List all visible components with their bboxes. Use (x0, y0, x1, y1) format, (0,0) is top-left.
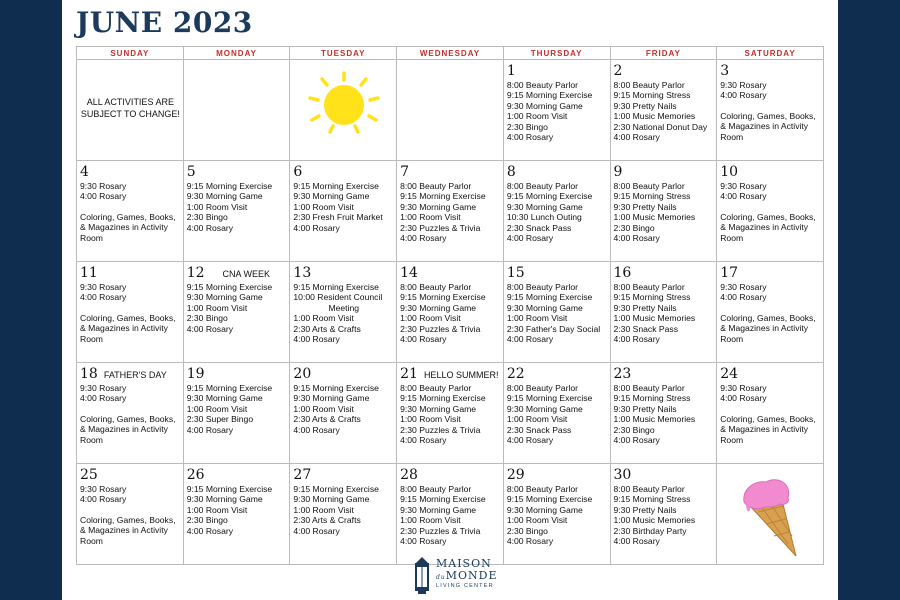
event-item: 9:15 Morning Exercise (186, 383, 273, 393)
day-number: 4 (80, 164, 89, 180)
day-cell-20 (290, 363, 397, 464)
activity-room-note: Coloring, Games, Books, & Magazines in Activity Room (720, 211, 816, 243)
day-number: 7 (400, 164, 410, 180)
day-cell-24 (717, 363, 824, 464)
activity-room-note: Coloring, Games, Books, & Magazines in Activity Room (720, 413, 816, 445)
event-item: 9:15 Morning Exercise (506, 90, 593, 101)
event-item: 1:00 Music Memories (613, 414, 696, 425)
event-item: 2:30 Super Bingo (186, 414, 254, 425)
event-item: 1:00 Music Memories (613, 515, 696, 526)
day-number: 6 (293, 164, 303, 180)
day-number: 11 (80, 265, 98, 281)
event-item: 9:15 Morning Exercise (293, 383, 379, 393)
logo-name-line1: MAISON (436, 557, 492, 570)
day-number: 29 (506, 467, 525, 483)
event-item: 1:00 Room Visit (506, 111, 568, 122)
event-item: 9:30 Rosary (720, 282, 767, 292)
day-cell-7 (397, 161, 504, 262)
event-item: 4:00 Rosary (506, 233, 554, 244)
event-item: 2:30 Fresh Fruit Market (293, 212, 383, 223)
event-item: 9:30 Pretty Nails (613, 201, 677, 212)
event-item: 9:30 Morning Game (186, 292, 263, 303)
event-item: 4:00 Rosary (400, 334, 447, 345)
event-item: 9:30 Rosary (80, 383, 127, 393)
event-item: 9:15 Morning Exercise (506, 292, 593, 303)
event-item: 4:00 Rosary (720, 292, 767, 303)
day-cell-29 (503, 464, 610, 565)
event-item: 4:00 Rosary (186, 222, 234, 233)
calendar-page (62, 0, 838, 600)
event-item: 9:30 Morning Game (400, 403, 477, 414)
event-item: 1:00 Room Visit (186, 201, 248, 212)
event-item: 8:00 Beauty Parlor (613, 181, 685, 191)
day-number: 2 (613, 63, 623, 79)
event-item: 9:30 Pretty Nails (613, 403, 677, 414)
sun-icon (304, 70, 384, 138)
event-item: 2:30 Bingo (186, 212, 228, 223)
event-item: 2:30 Puzzles & Trivia (400, 424, 481, 435)
event-item: 1:00 Music Memories (613, 313, 696, 324)
event-item: 9:30 Rosary (80, 484, 127, 494)
day-number: 25 (80, 467, 98, 483)
event-item: 4:00 Rosary (506, 132, 554, 143)
event-item: 9:15 Morning Exercise (293, 282, 379, 292)
event-item: 9:15 Morning Exercise (506, 494, 593, 505)
day-number: 18 (80, 366, 98, 382)
event-item: 1:00 Room Visit (293, 403, 354, 414)
event-item: 4:00 Rosary (506, 536, 554, 547)
event-item: 4:00 Rosary (293, 525, 340, 536)
event-item: 4:00 Rosary (613, 435, 660, 446)
event-item: 9:30 Morning Game (506, 100, 583, 111)
day-cell-19 (183, 363, 290, 464)
event-item: 4:00 Rosary (293, 424, 340, 435)
event-item: 9:15 Morning Exercise (186, 484, 273, 494)
event-item: 2:30 Puzzles & Trivia (400, 525, 481, 536)
event-item: 9:15 Morning Stress (613, 393, 691, 404)
special-day-label: HELLO SUMMER! (423, 370, 499, 380)
day-cell-27 (290, 464, 397, 565)
logo-name-du: du (436, 574, 446, 581)
event-item: 9:15 Morning Exercise (400, 494, 486, 505)
event-item: 4:00 Rosary (293, 222, 340, 233)
event-item: 1:00 Room Visit (400, 414, 461, 425)
day-cell-18 (77, 363, 184, 464)
event-item: 1:00 Music Memories (613, 111, 696, 122)
event-item: 9:30 Rosary (80, 282, 127, 292)
event-item: 8:00 Beauty Parlor (506, 484, 578, 494)
weekday-wednesday: WEDNESDAY (397, 47, 504, 60)
day-cell-8 (503, 161, 610, 262)
event-item: 9:15 Morning Stress (613, 292, 691, 303)
event-item: 9:15 Morning Exercise (293, 181, 379, 191)
event-item: 9:30 Morning Game (293, 393, 370, 404)
event-item: 2:30 Puzzles & Trivia (400, 323, 481, 334)
day-cell-14 (397, 262, 504, 363)
day-cell-16 (610, 262, 717, 363)
event-item: 8:00 Beauty Parlor (400, 484, 472, 494)
week-row-4 (77, 363, 824, 464)
day-cell-28 (397, 464, 504, 565)
event-item: 9:30 Rosary (720, 383, 767, 393)
day-cell-26 (183, 464, 290, 565)
event-item: 9:30 Morning Game (506, 504, 583, 515)
day-number: 27 (293, 467, 312, 483)
event-item: 4:00 Rosary (293, 334, 340, 345)
event-item: 1:00 Room Visit (186, 403, 248, 414)
event-item: 8:00 Beauty Parlor (506, 181, 578, 191)
event-item: 2:30 Bingo (186, 313, 228, 324)
empty-day-cell (183, 60, 290, 161)
day-number: 26 (186, 467, 205, 483)
empty-day-cell (397, 60, 504, 161)
event-item: 8:00 Beauty Parlor (400, 282, 472, 292)
day-number: 16 (613, 265, 632, 281)
maison-du-monde-logo (412, 556, 522, 596)
event-item: 9:15 Morning Exercise (400, 393, 486, 404)
day-cell-4 (77, 161, 184, 262)
event-item: 9:30 Morning Game (293, 494, 370, 505)
event-item: 1:00 Room Visit (293, 504, 354, 515)
calendar-grid (76, 46, 824, 565)
event-item: 9:30 Rosary (720, 181, 767, 191)
day-number: 13 (293, 265, 312, 281)
day-cell-22 (503, 363, 610, 464)
event-item: 4:00 Rosary (80, 393, 127, 404)
day-number: 24 (720, 366, 739, 382)
weekday-friday: FRIDAY (610, 47, 717, 60)
schedule-notice: ALL ACTIVITIES ARE SUBJECT TO CHANGE! (80, 97, 180, 119)
event-item: 4:00 Rosary (80, 191, 127, 202)
week-row-2 (77, 161, 824, 262)
event-item: 9:30 Morning Game (506, 201, 583, 212)
activity-room-note: Coloring, Games, Books, & Magazines in Activity Room (80, 211, 176, 243)
logo-name-line2: MONDE (445, 569, 498, 582)
page-title: JUNE 2023 (76, 6, 253, 39)
logo-wordmark (436, 558, 497, 584)
day-cell-30 (610, 464, 717, 565)
event-item: 1:00 Room Visit (506, 515, 568, 526)
event-item: 9:30 Morning Game (186, 494, 263, 505)
activity-room-note: Coloring, Games, Books, & Magazines in Activity Room (720, 110, 816, 142)
event-item: 9:15 Morning Exercise (186, 181, 273, 191)
weekday-sunday: SUNDAY (77, 47, 184, 60)
event-item: 9:30 Morning Game (400, 201, 477, 212)
event-item: 8:00 Beauty Parlor (506, 383, 578, 393)
event-item: 1:00 Room Visit (400, 515, 461, 526)
day-cell-12 (183, 262, 290, 363)
day-cell-9 (610, 161, 717, 262)
event-item: 9:15 Morning Exercise (186, 282, 273, 292)
day-cell-1 (503, 60, 610, 161)
event-item: 8:00 Beauty Parlor (506, 282, 578, 292)
day-number: 9 (613, 164, 623, 180)
event-item: 4:00 Rosary (80, 494, 127, 505)
event-item: 4:00 Rosary (80, 292, 127, 303)
event-item: 2:30 Puzzles & Trivia (400, 222, 481, 233)
weekday-saturday: SATURDAY (717, 47, 824, 60)
activity-room-note: Coloring, Games, Books, & Magazines in Activity Room (80, 413, 176, 445)
day-number: 21 (400, 366, 418, 382)
event-item: 9:15 Morning Stress (613, 494, 691, 505)
week-row-1 (77, 60, 824, 161)
day-cell-6 (290, 161, 397, 262)
event-item: 9:30 Pretty Nails (613, 504, 677, 515)
day-number: 22 (506, 366, 525, 382)
ice-cream-cone-icon (736, 472, 806, 558)
event-item: 4:00 Rosary (400, 233, 447, 244)
day-number: 8 (506, 164, 516, 180)
day-cell-23 (610, 363, 717, 464)
event-item: 1:00 Room Visit (506, 313, 568, 324)
event-item: 9:15 Morning Exercise (293, 484, 379, 494)
day-number: 5 (186, 164, 196, 180)
day-cell-5 (183, 161, 290, 262)
event-item: 4:00 Rosary (720, 191, 767, 202)
event-item: 9:30 Rosary (80, 181, 127, 191)
day-cell-21 (397, 363, 504, 464)
event-item: 2:30 Bingo (186, 515, 228, 526)
event-item: 2:30 Snack Pass (506, 424, 572, 435)
notice-cell (77, 60, 184, 161)
event-item: 1:00 Room Visit (186, 302, 248, 313)
event-item: 9:30 Morning Game (186, 393, 263, 404)
event-item: 8:00 Beauty Parlor (506, 80, 578, 90)
event-item: 4:00 Rosary (613, 132, 660, 143)
event-item: 4:00 Rosary (720, 393, 767, 404)
event-item: 9:15 Morning Stress (613, 191, 691, 202)
event-item: 8:00 Beauty Parlor (613, 383, 685, 393)
event-item: 2:30 Snack Pass (506, 222, 572, 233)
day-number: 28 (400, 467, 418, 483)
event-item: 9:15 Morning Stress (613, 90, 691, 101)
day-cell-15 (503, 262, 610, 363)
event-item: 4:00 Rosary (720, 90, 767, 101)
event-item: 1:00 Music Memories (613, 212, 696, 223)
day-number: 12 (186, 265, 205, 281)
weekday-thursday: THURSDAY (503, 47, 610, 60)
day-cell-3 (717, 60, 824, 161)
event-item: 2:30 Arts & Crafts (293, 323, 361, 334)
event-item: 9:30 Pretty Nails (613, 302, 677, 313)
event-item: 4:00 Rosary (613, 233, 660, 244)
event-item: 1:00 Room Visit (506, 414, 568, 425)
event-item: 8:00 Beauty Parlor (400, 383, 472, 393)
event-item: 4:00 Rosary (400, 536, 447, 547)
logo-subtitle: LIVING CENTER (436, 583, 494, 589)
event-item: 10:00 Resident Council (293, 292, 383, 303)
week-row-5 (77, 464, 824, 565)
event-item: 2:30 Arts & Crafts (293, 515, 361, 526)
event-item: 2:30 Snack Pass (613, 323, 679, 334)
special-day-label: CNA WEEK (222, 269, 271, 279)
day-number: 15 (506, 265, 525, 281)
event-item: 1:00 Room Visit (400, 313, 461, 324)
activity-room-note: Coloring, Games, Books, & Magazines in Activity Room (80, 514, 176, 546)
day-cell-10 (717, 161, 824, 262)
event-item: 9:15 Morning Exercise (506, 191, 593, 202)
event-item: 4:00 Rosary (400, 435, 447, 446)
day-number: 3 (720, 63, 730, 79)
event-item: 2:30 Bingo (506, 121, 548, 132)
event-item: 4:00 Rosary (506, 435, 554, 446)
lantern-icon (412, 556, 432, 596)
event-item: 1:00 Room Visit (293, 201, 354, 212)
day-cell-17 (717, 262, 824, 363)
event-item: 10:30 Lunch Outing (506, 212, 582, 223)
event-item: 2:30 National Donut Day (613, 121, 708, 132)
event-item: 9:30 Morning Game (400, 302, 477, 313)
event-item: 2:30 Bingo (506, 525, 548, 536)
event-item: 4:00 Rosary (506, 334, 554, 345)
event-item: 9:30 Morning Game (293, 191, 370, 202)
day-number: 14 (400, 265, 418, 281)
day-number: 10 (720, 164, 739, 180)
event-item: 4:00 Rosary (186, 323, 234, 334)
event-item: 2:30 Bingo (613, 222, 655, 233)
activity-room-note: Coloring, Games, Books, & Magazines in Activity Room (720, 312, 816, 344)
event-item: 8:00 Beauty Parlor (613, 282, 685, 292)
event-item: 2:30 Birthday Party (613, 525, 687, 536)
day-number: 17 (720, 265, 739, 281)
ice-cream-cell (717, 464, 824, 565)
event-item: 4:00 Rosary (613, 536, 660, 547)
event-item: 9:30 Pretty Nails (613, 100, 677, 111)
event-item: 8:00 Beauty Parlor (613, 484, 685, 494)
event-item: 9:15 Morning Exercise (506, 393, 593, 404)
weekday-monday: MONDAY (183, 47, 290, 60)
event-item: 4:00 Rosary (186, 424, 234, 435)
day-cell-11 (77, 262, 184, 363)
event-item: 8:00 Beauty Parlor (400, 181, 472, 191)
day-number: 20 (293, 366, 312, 382)
event-item: 9:30 Morning Game (506, 302, 583, 313)
event-item: 9:15 Morning Exercise (400, 191, 486, 202)
event-item: 9:30 Morning Game (506, 403, 583, 414)
day-cell-2 (610, 60, 717, 161)
event-item: 1:00 Room Visit (400, 212, 461, 223)
event-item: 9:15 Morning Exercise (400, 292, 486, 303)
event-item: 1:00 Room Visit (293, 313, 354, 324)
event-item: 9:30 Morning Game (186, 191, 263, 202)
event-item: 4:00 Rosary (186, 525, 234, 536)
activity-room-note: Coloring, Games, Books, & Magazines in Activity Room (80, 312, 176, 344)
sun-cell (290, 60, 397, 161)
event-item: 2:30 Father's Day Social (506, 323, 601, 334)
day-cell-25 (77, 464, 184, 565)
weekday-header-row (77, 47, 824, 60)
event-item: 9:30 Rosary (720, 80, 767, 90)
event-item: Meeting (328, 302, 360, 313)
day-cell-13 (290, 262, 397, 363)
event-item: 2:30 Bingo (613, 424, 655, 435)
event-item: 8:00 Beauty Parlor (613, 80, 685, 90)
special-day-label: FATHER'S DAY (103, 370, 167, 380)
day-number: 30 (613, 467, 632, 483)
day-number: 19 (186, 366, 205, 382)
day-number: 1 (506, 63, 516, 79)
day-number: 23 (613, 366, 632, 382)
event-item: 1:00 Room Visit (186, 504, 248, 515)
weekday-tuesday: TUESDAY (290, 47, 397, 60)
event-item: 9:30 Morning Game (400, 504, 477, 515)
week-row-3 (77, 262, 824, 363)
event-item: 4:00 Rosary (613, 334, 660, 345)
event-item: 2:30 Arts & Crafts (293, 414, 361, 425)
